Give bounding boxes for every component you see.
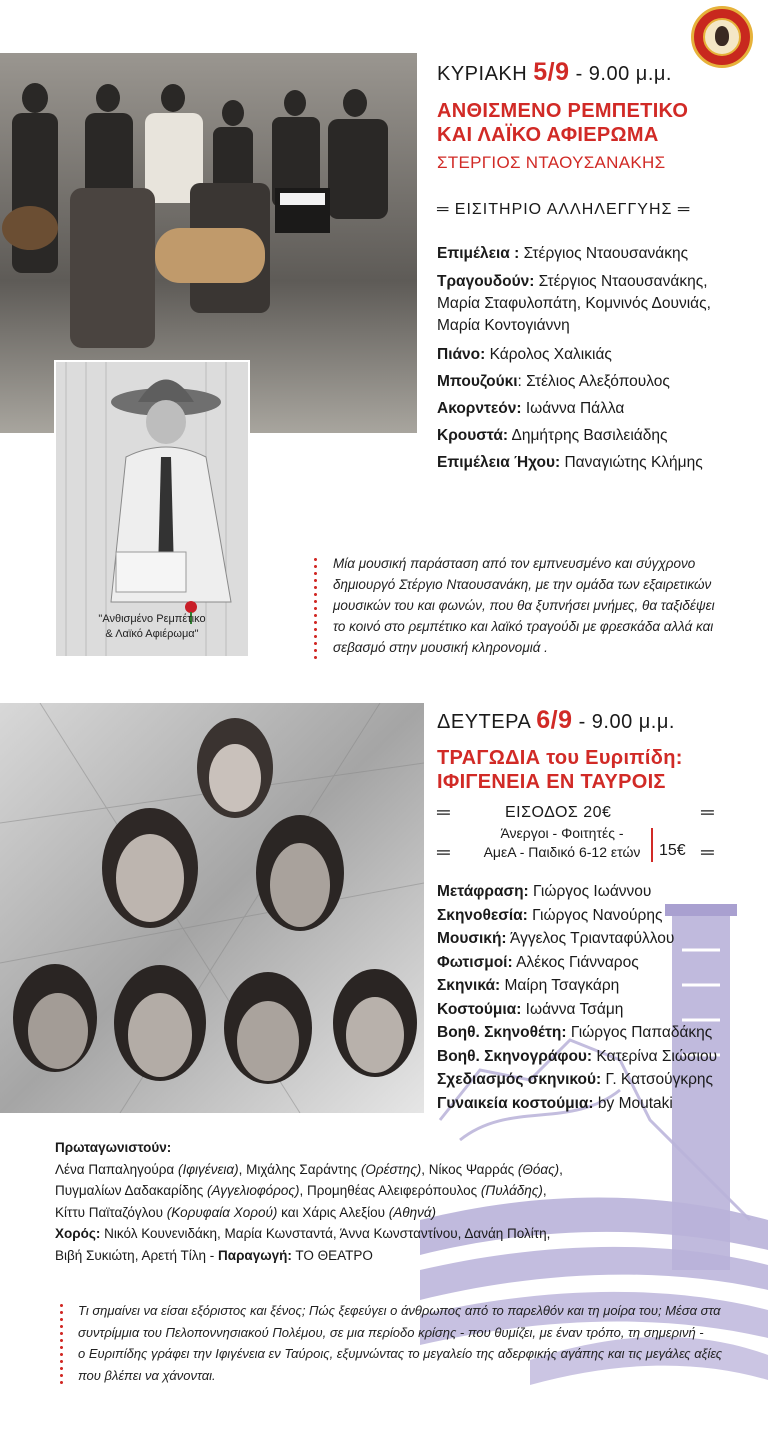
equals-decoration: ═ — [437, 842, 450, 862]
dotted-divider — [60, 1302, 63, 1386]
cast-line: Λένα Παπαληγούρα (Ιφιγένεια), Μιχάλης Σαράντης (Ορέστης), Νίκος Ψαρράς (Θόας), — [55, 1161, 563, 1177]
dotted-divider — [314, 556, 317, 660]
equals-decoration: ═ — [701, 842, 714, 862]
event1-title: ΑΝΘΙΣΜΕΝΟ ΡΕΜΠΕΤΙΚΟ ΚΑΙ ΛΑΪΚΟ ΑΦΙΕΡΩΜΑ — [437, 100, 689, 146]
event1-description: Μία μουσική παράσταση από τον εμπνευσμένο και σύγχρονο δημιουργό Στέργιο Νταουσανάκη, με την ομάδα των εξαιρετικών μουσικών του και φωνών, που θα ξυπνήσει μνήμες, θα ταξιδέψει το κοινό στο ρεμπέτικο και λαϊκό τραγούδι με φρεσκάδα αλλά και σεβασμό στην μουσική κληρονομιά . — [333, 556, 715, 655]
event1-artist: ΣΤΕΡΓΙΟΣ ΝΤΑΟΥΣΑΝΑΚΗΣ — [437, 153, 666, 172]
credit-row: Σκηνοθεσία: Γιώργος Νανούρης — [437, 906, 663, 924]
price-divider — [651, 828, 653, 862]
event1-credits — [437, 240, 767, 476]
event1-ticket: ═ ΕΙΣΙΤΗΡΙΟ ΑΛΛΗΛΕΓΓΥΗΣ ═ — [437, 201, 691, 218]
credit-row: Σχεδιασμός σκηνικού: Γ. Κατσούγκρης — [437, 1071, 714, 1088]
entry-price: ΕΙΣΟΔΟΣ 20€ — [505, 804, 612, 821]
event2-title: ΤΡΑΓΩΔΙΑ του Ευριπίδη: ΙΦΙΓΕΝΕΙΑ ΕΝ ΤΑΥΡΟΙΣ — [437, 747, 683, 793]
credit-row: Τραγουδούν: Στέργιος Νταουσανάκης, — [437, 273, 708, 290]
reduced-categories: Άνεργοι - Φοιτητές - ΑμεΑ - Παιδικό 6-12 ετών — [483, 825, 641, 860]
credit-row: Επιμέλεια Ήχου: Παναγιώτης Κλήμης — [437, 454, 703, 471]
cast-line: Κίττυ Παϊταζόγλου (Κορυφαία Χορού) και Χάρις Αλεξίου (Αθηνά) — [55, 1204, 437, 1220]
credit-row: Μαρία Κοντογιάννη — [437, 317, 570, 334]
credit-row: Κρουστά: Δημήτρης Βασιλειάδης — [437, 427, 668, 444]
cast-line: Πυγμαλίων Δαδακαρίδης (Αγγελιοφόρος), Προμηθέας Αλειφερόπουλος (Πυλάδης), — [55, 1183, 547, 1198]
equals-decoration: ═ — [701, 802, 714, 822]
credit-row: Μαρία Σταφυλοπάτη, Κομνινός Δουνιάς, — [437, 295, 711, 312]
credit-row: Γυναικεία κοστούμια: by Moutaki — [437, 1094, 673, 1112]
credit-row: Μετάφραση: Γιώργος Ιωάννου — [437, 883, 652, 900]
event2-cast — [55, 1137, 715, 1266]
credit-row: Φωτισμοί: Αλέκος Γιάνναρος — [437, 953, 639, 971]
event2-date: ΔΕΥΤΕΡΑ 6/9 - 9.00 μ.μ. — [437, 706, 675, 734]
credit-row: Σκηνικά: Μαίρη Τσαγκάρη — [437, 977, 620, 994]
production-line: Βιβή Συκιώτη, Αρετή Τίλη - Παραγωγή: ΤΟ ΘΕΑΤΡΟ — [55, 1247, 373, 1263]
credit-row: Μουσική: Άγγελος Τριανταφύλλου — [437, 930, 675, 947]
credit-row: Βοηθ. Σκηνοθέτη: Γιώργος Παπαδάκης — [437, 1024, 713, 1041]
credit-row: Επιμέλεια : Στέργιος Νταουσανάκης — [437, 245, 689, 262]
event2-description: Τι σημαίνει να είσαι εξόριστος και ξένος; Πώς ξεφεύγει ο άνθρωπος από το παρελθόν και τη μοίρα του; Μέσα στα συντρίμμια του Πελοποννησιακού Πολέμου, σε μια περίοδο κρίσης - που θυμίζει, με έναν τρόπο, τη σημερινή - ο Ευριπίδης γράφει την Ιφιγένεια εν Ταύροις, εξυμνώντας το μεγαλείο της αδερφικής αγάπης και τις μεγάλες αξίες που βλέπει να χάνονται. — [78, 1303, 723, 1383]
event2-credits — [437, 880, 767, 1115]
cast-heading: Πρωταγωνιστούν: — [55, 1140, 172, 1155]
credit-row: Βοηθ. Σκηνογράφου: Κατερίνα Σιώσιου — [437, 1047, 718, 1065]
cast-poster-photo — [0, 703, 424, 1113]
credit-row: Κοστούμια: Ιωάννα Τσάμη — [437, 1000, 624, 1018]
equals-decoration: ═ — [437, 802, 450, 822]
reduced-price: 15€ — [659, 842, 686, 859]
event1-date: ΚΥΡΙΑΚΗ 5/9 - 9.00 μ.μ. — [437, 58, 672, 86]
poster-caption: "Ανθισμένο Ρεμπέτικο & Λαϊκό Αφιέρωμα" — [98, 613, 206, 640]
municipality-logo — [691, 6, 753, 68]
credit-row: Μπουζούκι: Στέλιος Αλεξόπουλος — [437, 373, 670, 390]
credit-row: Πιάνο: Κάρολος Χαλικιάς — [437, 346, 612, 363]
show-poster — [54, 360, 250, 658]
chorus-line: Χορός: Νικόλ Κουνενιδάκη, Μαρία Κωνσταντά, Άννα Κωνσταντίνου, Δανάη Πολίτη, — [55, 1226, 551, 1241]
event2-pricing — [437, 802, 717, 872]
credit-row: Ακορντεόν: Ιωάννα Πάλλα — [437, 400, 625, 417]
seal-icon — [703, 18, 741, 56]
